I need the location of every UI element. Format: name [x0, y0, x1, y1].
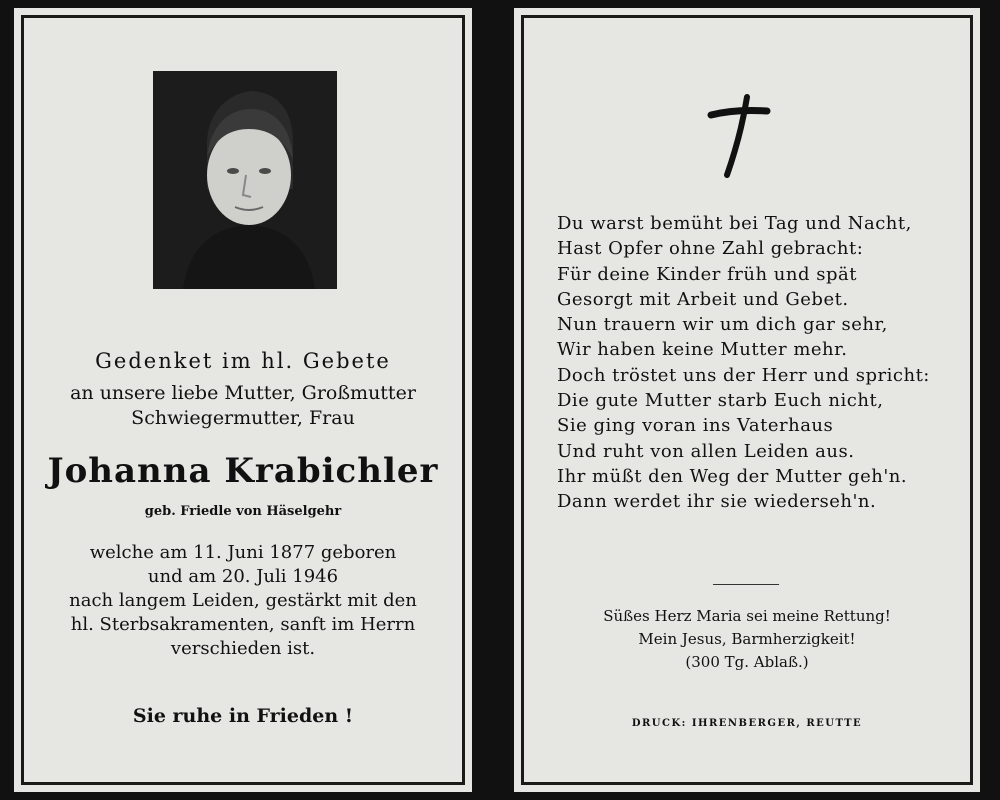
- dates-line: welche am 11. Juni 1877 geboren: [89, 542, 397, 563]
- poem-line: Für deine Kinder früh und spät: [557, 263, 857, 285]
- divider: [713, 584, 779, 585]
- left-card-panel: [14, 8, 472, 792]
- poem-line: Wir haben keine Mutter mehr.: [557, 339, 848, 361]
- closing-line: Sie ruhe in Frieden !: [132, 705, 354, 727]
- poem-line: Gesorgt mit Arbeit und Gebet.: [557, 288, 849, 310]
- dates-line: und am 20. Juli 1946: [147, 566, 339, 587]
- right-card-panel: [514, 8, 980, 792]
- portrait-photo: [153, 71, 337, 289]
- poem-line: Dann werdet ihr sie wiederseh'n.: [557, 491, 877, 513]
- dates-line: verschieden ist.: [170, 638, 316, 659]
- poem: [557, 211, 957, 515]
- intro-line: Schwiegermutter, Frau: [131, 407, 355, 429]
- prayer-line: Mein Jesus, Barmherzigkeit!: [638, 630, 856, 648]
- intro-line: an unsere liebe Mutter, Großmutter: [70, 382, 416, 404]
- poem-line: Hast Opfer ohne Zahl gebracht:: [557, 238, 864, 260]
- poem-line: Du warst bemüht bei Tag und Nacht,: [557, 213, 912, 234]
- portrait-image: [153, 71, 337, 289]
- gedenket-heading: Gedenket im hl. Gebete: [95, 349, 391, 373]
- poem-line: Und ruht von allen Leiden aus.: [557, 440, 855, 462]
- birth-name: geb. Friedle von Häselgehr: [144, 504, 342, 519]
- dates-line: nach langem Leiden, gestärkt mit den: [69, 590, 417, 611]
- prayer-text: [537, 605, 957, 674]
- poem-line: Ihr müßt den Weg der Mutter geh'n.: [557, 465, 908, 487]
- intro-text: [37, 381, 449, 431]
- poem-line: Nun trauern wir um dich gar sehr,: [557, 314, 888, 336]
- dates-line: hl. Sterbsakramenten, sanft im Herrn: [70, 614, 416, 635]
- poem-line: Die gute Mutter starb Euch nicht,: [557, 390, 884, 412]
- cross-icon: [705, 91, 775, 181]
- dates-text: [37, 541, 449, 661]
- poem-line: Doch tröstet uns der Herr und spricht:: [557, 364, 930, 386]
- prayer-line: (300 Tg. Ablaß.): [685, 653, 809, 671]
- prayer-line: Süßes Herz Maria sei meine Rettung!: [603, 607, 891, 625]
- deceased-name: Johanna Krabichler: [47, 451, 439, 491]
- poem-line: Sie ging voran ins Vaterhaus: [557, 415, 834, 437]
- printer-credit: DRUCK: IHRENBERGER, REUTTE: [631, 718, 863, 729]
